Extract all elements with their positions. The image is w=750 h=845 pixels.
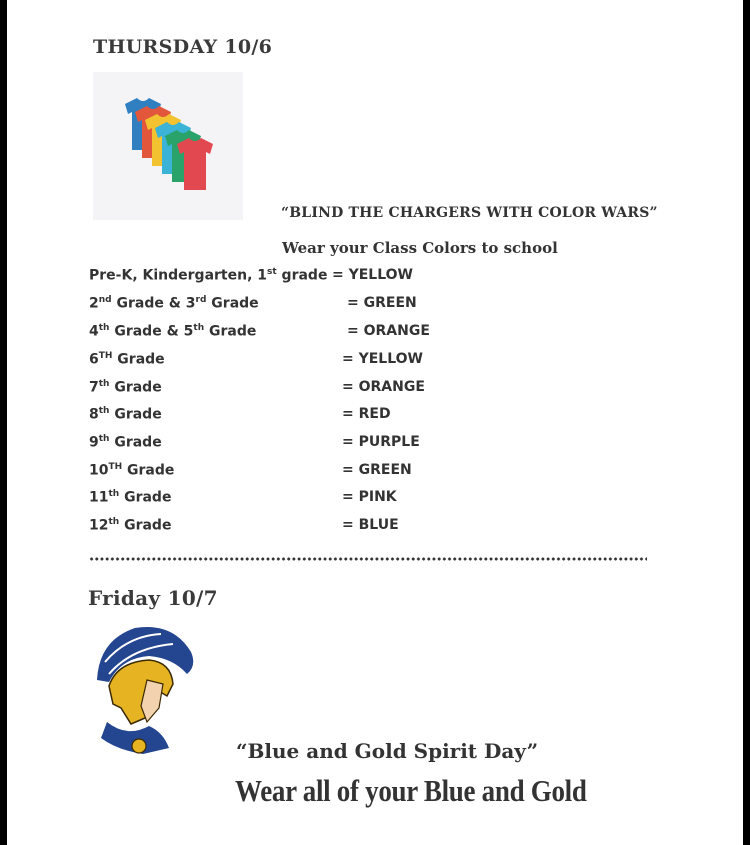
thursday-title: THURSDAY 10/6: [93, 36, 273, 58]
helmet-gold: [109, 660, 173, 724]
grade-color: = GREEN: [342, 462, 412, 478]
blue-gold-instruction: Wear all of your Blue and Gold: [235, 774, 587, 808]
grade-color: = PINK: [342, 489, 397, 505]
class-colors-instruction: Wear your Class Colors to school: [282, 239, 558, 257]
grade-label: 12th Grade: [89, 517, 172, 534]
grade-color: = BLUE: [342, 517, 399, 533]
grade-color: = ORANGE: [347, 323, 430, 339]
mascot-graphic: [87, 622, 199, 756]
grade-color: = GREEN: [347, 295, 417, 311]
colored-tshirts-icon: [93, 72, 243, 220]
grade-color: = ORANGE: [342, 379, 425, 395]
grade-label: 9th Grade: [89, 434, 162, 451]
grade-color: = RED: [342, 406, 391, 422]
grade-color: = PURPLE: [342, 434, 420, 450]
spirit-day-theme: “Blue and Gold Spirit Day”: [236, 739, 539, 763]
dotted-divider: [89, 556, 647, 562]
grade-label: 7th Grade: [89, 379, 162, 396]
grade-label: 8th Grade: [89, 406, 162, 423]
tshirts-graphic: [93, 72, 243, 220]
grade-color: = YELLOW: [342, 351, 423, 367]
flyer-page: [7, 0, 743, 845]
grade-label: Pre-K, Kindergarten, 1st grade: [89, 267, 328, 284]
grade-label: 2nd Grade & 3rd Grade: [89, 295, 259, 312]
grade-color: = YELLOW: [332, 267, 413, 283]
grade-label: 6TH Grade: [89, 351, 165, 368]
color-wars-theme: “BLIND THE CHARGERS WITH COLOR WARS”: [281, 205, 658, 221]
grade-label: 10TH Grade: [89, 462, 175, 479]
friday-title: Friday 10/7: [88, 586, 218, 610]
grade-label: 4th Grade & 5th Grade: [89, 323, 257, 340]
trojan-helmet-mascot-icon: [87, 622, 199, 756]
grade-label: 11th Grade: [89, 489, 172, 506]
